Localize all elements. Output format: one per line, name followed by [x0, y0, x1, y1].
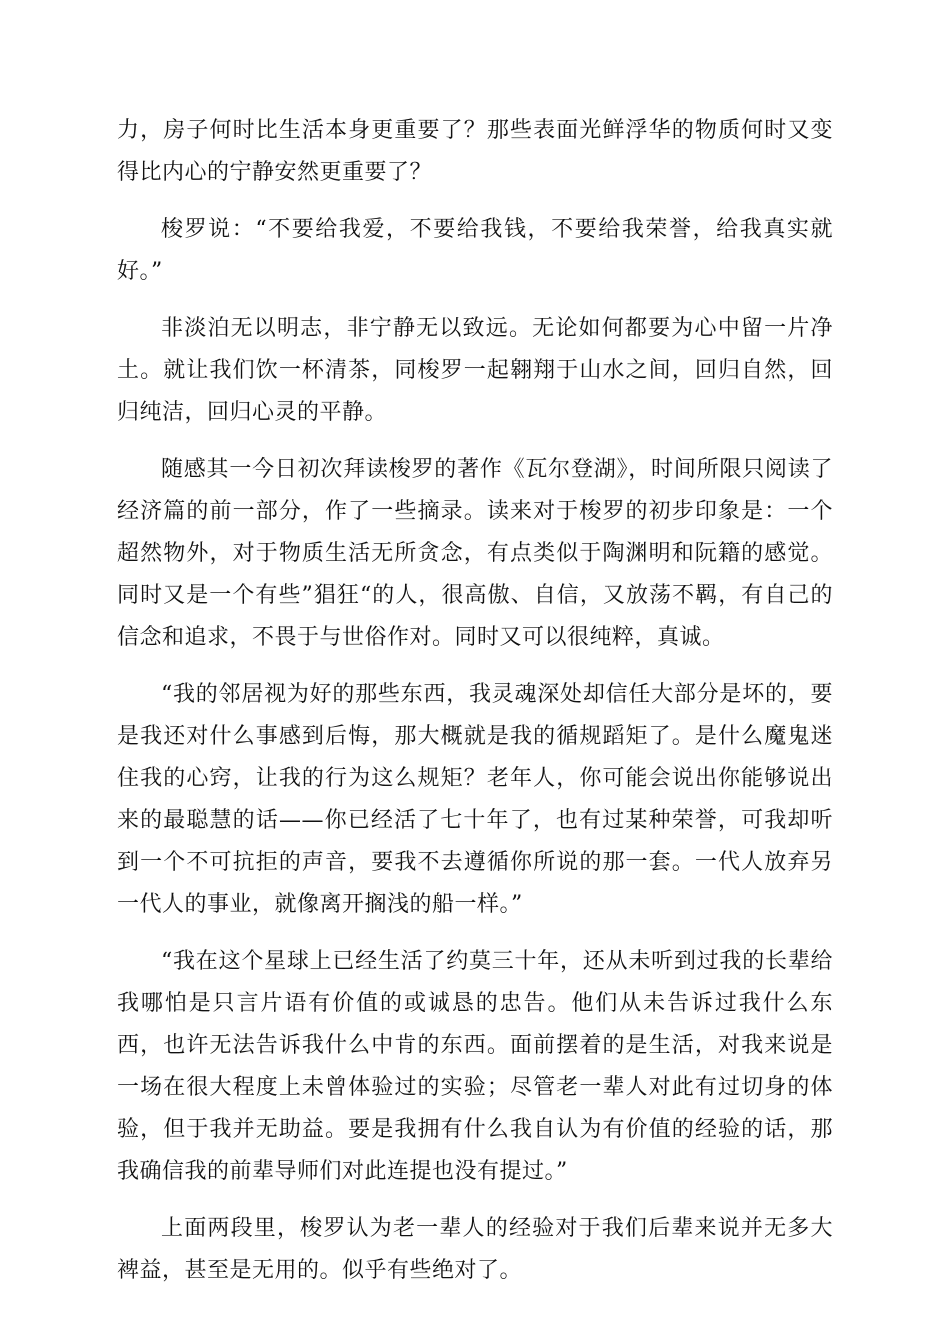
paragraph: “我的邻居视为好的那些东西，我灵魂深处却信任大部分是坏的，要是我还对什么事感到后悔，那大概就是我的循规蹈矩了。是什么魔鬼迷住我的心窍，让我的行为这么规矩？老年人，你可能会说出你能够说出来的最聪慧的话——你已经活了七十年了，也有过某种荣誉，可我却听到一个不可抗拒的声音，要我不去遵循你所说的那一套。一代人放弃另一代人的事业，就像离开搁浅的船一样。” — [117, 682, 833, 917]
paragraph: 随感其一今日初次拜读梭罗的著作《瓦尔登湖》，时间所限只阅读了经济篇的前一部分，作了一些摘录。读来对于梭罗的初步印象是：一个超然物外，对于物质生活无所贪念，有点类似于陶渊明和阮籍的感觉。同时又是一个有些”猖狂“的人，很高傲、自信，又放荡不羁，有自己的信念和追求，不畏于与世俗作对。同时又可以很纯粹，真诚。 — [117, 457, 833, 650]
paragraph: 非淡泊无以明志，非宁静无以致远。无论如何都要为心中留一片净土。就让我们饮一杯清茶，同梭罗一起翱翔于山水之间，回归自然，回归纯洁，回归心灵的平静。 — [117, 316, 833, 425]
paragraph: 力，房子何时比生活本身更重要了？那些表面光鲜浮华的物质何时又变得比内心的宁静安然更重要了？ — [117, 118, 833, 185]
paragraph: 上面两段里，梭罗认为老一辈人的经验对于我们后辈来说并无多大裨益，甚至是无用的。似乎有些绝对了。 — [117, 1216, 833, 1283]
paragraph: “我在这个星球上已经生活了约莫三十年，还从未听到过我的长辈给我哪怕是只言片语有价值的或诚恳的忠告。他们从未告诉过我什么东西，也许无法告诉我什么中肯的东西。面前摆着的是生活，对我来说是一场在很大程度上未曾体验过的实验；尽管老一辈人对此有过切身的体验，但于我并无助益。要是我拥有什么我自认为有价值的经验的话，那我确信我的前辈导师们对此连提也没有提过。” — [117, 949, 833, 1184]
document-body — [117, 110, 833, 1307]
paragraph: 梭罗说：“不要给我爱，不要给我钱，不要给我荣誉，给我真实就好。” — [117, 217, 833, 284]
